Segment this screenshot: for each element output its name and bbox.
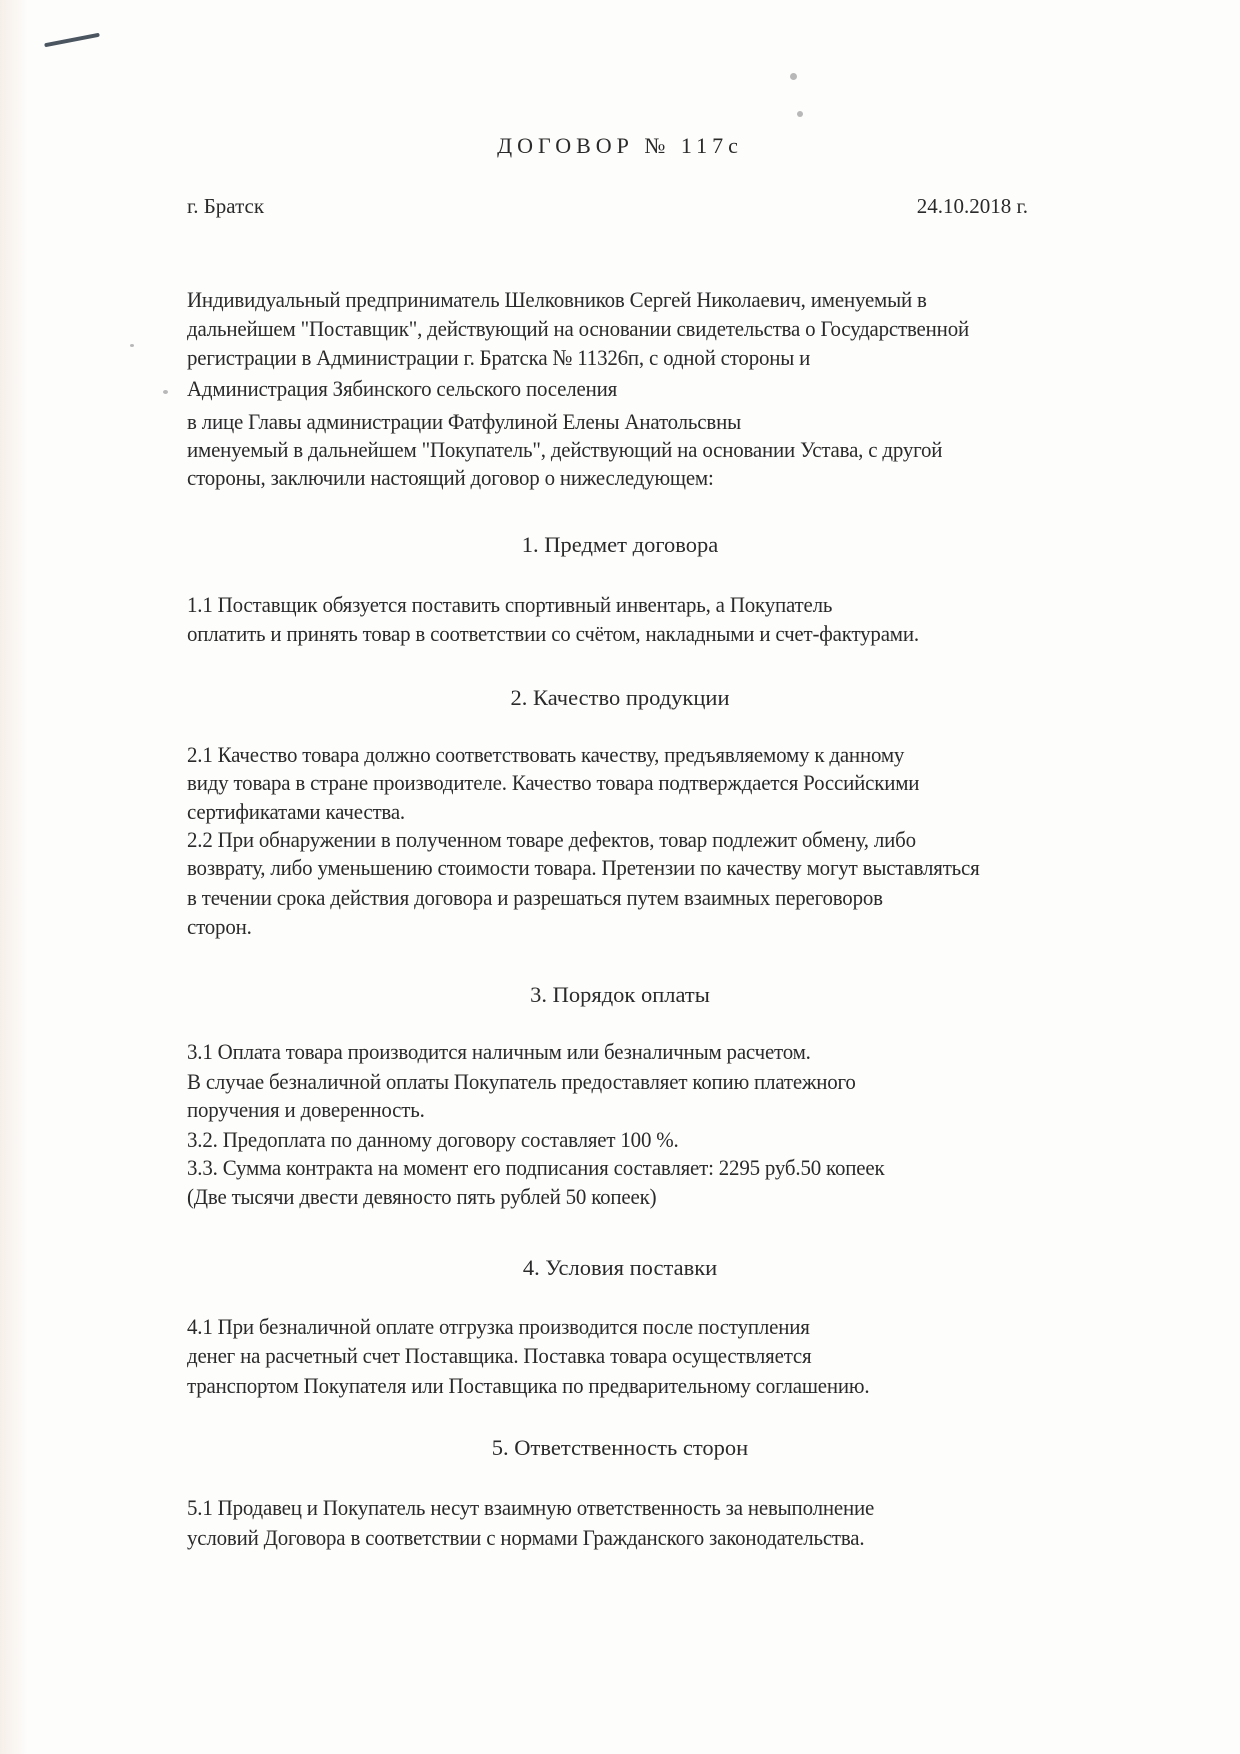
- section-line: сертификатами качества.: [187, 799, 405, 824]
- pen-stroke-mark: [44, 33, 100, 48]
- section-line: условий Договора в соответствии с нормами Гражданского законодательства.: [187, 1525, 865, 1550]
- section-line: 5.1 Продавец и Покупатель несут взаимную ответственность за невыполнение: [187, 1495, 875, 1520]
- section-line: 4.1 При безналичной оплате отгрузка производится после поступления: [187, 1314, 810, 1339]
- scan-edge-shadow: [0, 0, 28, 1754]
- section-line: 1.1 Поставщик обязуется поставить спортивный инвентарь, а Покупатель: [187, 592, 833, 617]
- section-line: виду товара в стране производителе. Качество товара подтверждается Российскими: [187, 770, 920, 795]
- section-heading: 3. Порядок оплаты: [530, 982, 710, 1007]
- document-title: ДОГОВОР № 117с: [497, 133, 743, 158]
- section-line: 3.1 Оплата товара производится наличным или безналичным расчетом.: [187, 1039, 811, 1064]
- scan-speck: [790, 73, 797, 80]
- preamble-line: в лице Главы администрации Фатфулиной Елены Анатольсвны: [187, 409, 741, 434]
- section-heading: 2. Качество продукции: [510, 685, 730, 710]
- section-line: 2.2 При обнаружении в полученном товаре дефектов, товар подлежит обмену, либо: [187, 827, 916, 852]
- section-line: (Две тысячи двести девяносто пять рублей 50 копеек): [187, 1184, 657, 1209]
- preamble-line: дальнейшем "Поставщик", действующий на основании свидетельства о Государственной: [187, 316, 969, 341]
- section-heading: 4. Условия поставки: [522, 1255, 718, 1280]
- scan-speck: [163, 390, 168, 394]
- section-line: сторон.: [187, 914, 252, 939]
- section-line: денег на расчетный счет Поставщика. Поставка товара осуществляется: [187, 1343, 812, 1368]
- preamble-line: стороны, заключили настоящий договор о нижеследующем:: [187, 465, 714, 490]
- section-line: 3.2. Предоплата по данному договору составляет 100 %.: [187, 1127, 679, 1152]
- preamble-line: Индивидуальный предприниматель Шелковников Сергей Николаевич, именуемый в: [187, 287, 927, 312]
- preamble-line: Администрация Зябинского сельского поселения: [187, 376, 618, 401]
- preamble-line: регистрации в Администрации г. Братска № 11326п, с одной стороны и: [187, 345, 811, 370]
- section-line: В случае безналичной оплаты Покупатель предоставляет копию платежного: [187, 1069, 856, 1094]
- section-heading: 1. Предмет договора: [521, 532, 719, 557]
- document-city: г. Братск: [187, 194, 265, 218]
- document-date: 24.10.2018 г.: [916, 194, 1028, 218]
- section-line: возврату, либо уменьшению стоимости товара. Претензии по качеству могут выставляться: [187, 855, 980, 880]
- section-line: 3.3. Сумма контракта на момент его подписания составляет: 2295 руб.50 копеек: [187, 1155, 885, 1180]
- section-line: в течении срока действия договора и разрешаться путем взаимных переговоров: [187, 885, 883, 910]
- section-line: поручения и доверенность.: [187, 1097, 425, 1122]
- section-heading: 5. Ответственность сторон: [491, 1435, 749, 1460]
- preamble-line: именуемый в дальнейшем "Покупатель", действующий на основании Устава, с другой: [187, 437, 943, 462]
- section-line: транспортом Покупателя или Поставщика по предварительному соглашению.: [187, 1373, 870, 1398]
- section-line: 2.1 Качество товара должно соответствовать качеству, предъявляемому к данному: [187, 742, 905, 767]
- scan-speck: [130, 344, 134, 347]
- scan-speck: [797, 111, 803, 117]
- section-line: оплатить и принять товар в соответствии со счётом, накладными и счет-фактурами.: [187, 621, 919, 646]
